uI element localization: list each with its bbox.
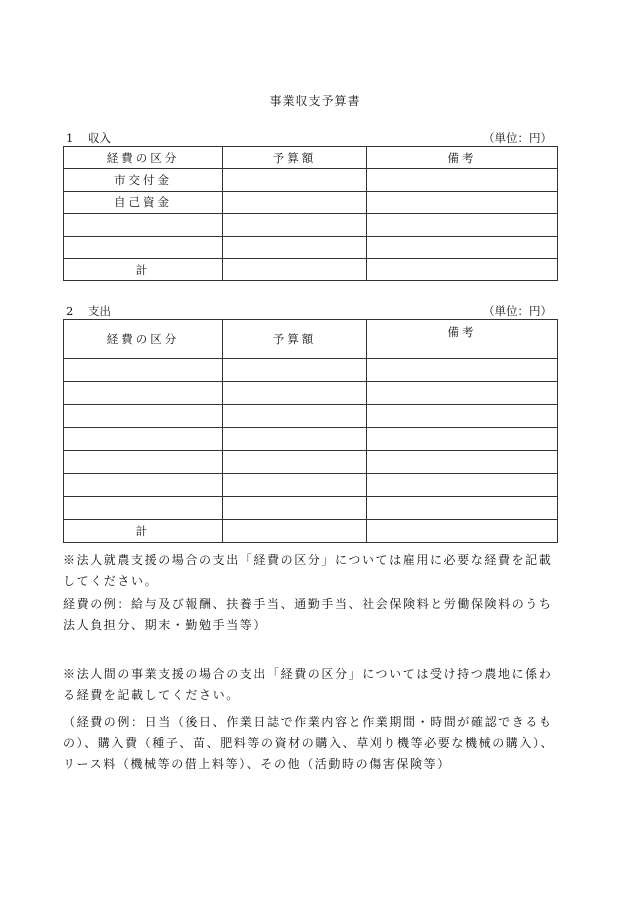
cell-category	[64, 359, 223, 382]
document-title: 事業収支予算書	[269, 94, 361, 108]
cell-amount	[223, 428, 367, 451]
cell-remarks	[367, 451, 558, 474]
cell-amount	[223, 359, 367, 382]
cell-remarks	[367, 474, 558, 497]
table-row	[64, 451, 558, 474]
cell-amount	[223, 382, 367, 405]
cell-remarks	[367, 214, 558, 236]
table-row	[64, 405, 558, 428]
table-row	[64, 382, 558, 405]
cell-amount	[223, 191, 367, 213]
expense-section-number: 2	[66, 304, 74, 318]
expense-table	[63, 319, 558, 543]
cell-remarks	[367, 497, 558, 520]
cell-category	[64, 451, 223, 474]
cell-remarks	[367, 359, 558, 382]
income-table	[63, 146, 558, 281]
header-category: 経費の区分	[64, 320, 223, 359]
employment-note	[63, 550, 560, 592]
cell-category	[64, 382, 223, 405]
cell-amount	[223, 169, 367, 191]
header-amount: 予算額	[223, 320, 367, 359]
cell-category	[64, 474, 223, 497]
inter-corporate-example	[63, 712, 560, 775]
income-section-number: 1	[66, 131, 74, 145]
header-remarks: 備考	[367, 147, 558, 169]
table-row	[64, 236, 558, 258]
total-amount	[223, 520, 367, 543]
total-label: 計	[64, 520, 223, 543]
cell-remarks	[367, 191, 558, 213]
total-row	[64, 258, 558, 280]
cell-category	[64, 497, 223, 520]
expense-section-title: 支出	[88, 304, 111, 318]
total-row	[64, 520, 558, 543]
cell-amount	[223, 451, 367, 474]
table-row	[64, 169, 558, 191]
cell-remarks	[367, 428, 558, 451]
cell-amount	[223, 405, 367, 428]
cell-amount	[223, 214, 367, 236]
cell-amount	[223, 497, 367, 520]
cell-remarks	[367, 405, 558, 428]
employment-example	[63, 594, 560, 636]
inter-corporate-note-text: ※法人間の事業支援の場合の支出「経費の区分」については受け持つ農地に係わる経費を記載してください。	[63, 667, 553, 702]
total-remarks	[367, 258, 558, 280]
table-row	[64, 191, 558, 213]
table-header-row	[64, 320, 558, 359]
table-row	[64, 497, 558, 520]
total-amount	[223, 258, 367, 280]
header-remarks: 備考	[367, 320, 558, 359]
total-label: 計	[64, 258, 223, 280]
cell-category: 市交付金	[64, 169, 223, 191]
table-row	[64, 474, 558, 497]
cell-remarks	[367, 382, 558, 405]
header-amount: 予算額	[223, 147, 367, 169]
employment-note-text: ※法人就農支援の場合の支出「経費の区分」については雇用に必要な経費を記載してください。	[63, 553, 553, 588]
cell-category	[64, 236, 223, 258]
expense-section-heading	[66, 303, 552, 319]
table-row	[64, 359, 558, 382]
cell-amount	[223, 236, 367, 258]
cell-category: 自己資金	[64, 191, 223, 213]
employment-example-text: 経費の例：給与及び報酬、扶養手当、通勤手当、社会保険料と労働保険料のうち法人負担分、期末・勤勉手当等）	[63, 597, 553, 632]
total-remarks	[367, 520, 558, 543]
table-header-row	[64, 147, 558, 169]
cell-remarks	[367, 169, 558, 191]
cell-category	[64, 428, 223, 451]
expense-unit-label: （単位：円）	[483, 304, 552, 318]
cell-category	[64, 405, 223, 428]
cell-amount	[223, 474, 367, 497]
inter-corporate-note	[63, 664, 560, 706]
income-unit-label: （単位：円）	[483, 131, 552, 145]
income-section-title: 収入	[88, 131, 111, 145]
cell-remarks	[367, 236, 558, 258]
header-category: 経費の区分	[64, 147, 223, 169]
income-section-heading	[66, 130, 552, 146]
table-row	[64, 214, 558, 236]
cell-category	[64, 214, 223, 236]
table-row	[64, 428, 558, 451]
inter-corporate-example-text: （経費の例：日当（後日、作業日誌で作業内容と作業期間・時間が確認できるもの）、購入費（種子、苗、肥料等の資材の購入、草刈り機等必要な機械の購入）、リース料（機械等の借上料等）、その他（活動時の傷害保険等）	[63, 715, 555, 771]
